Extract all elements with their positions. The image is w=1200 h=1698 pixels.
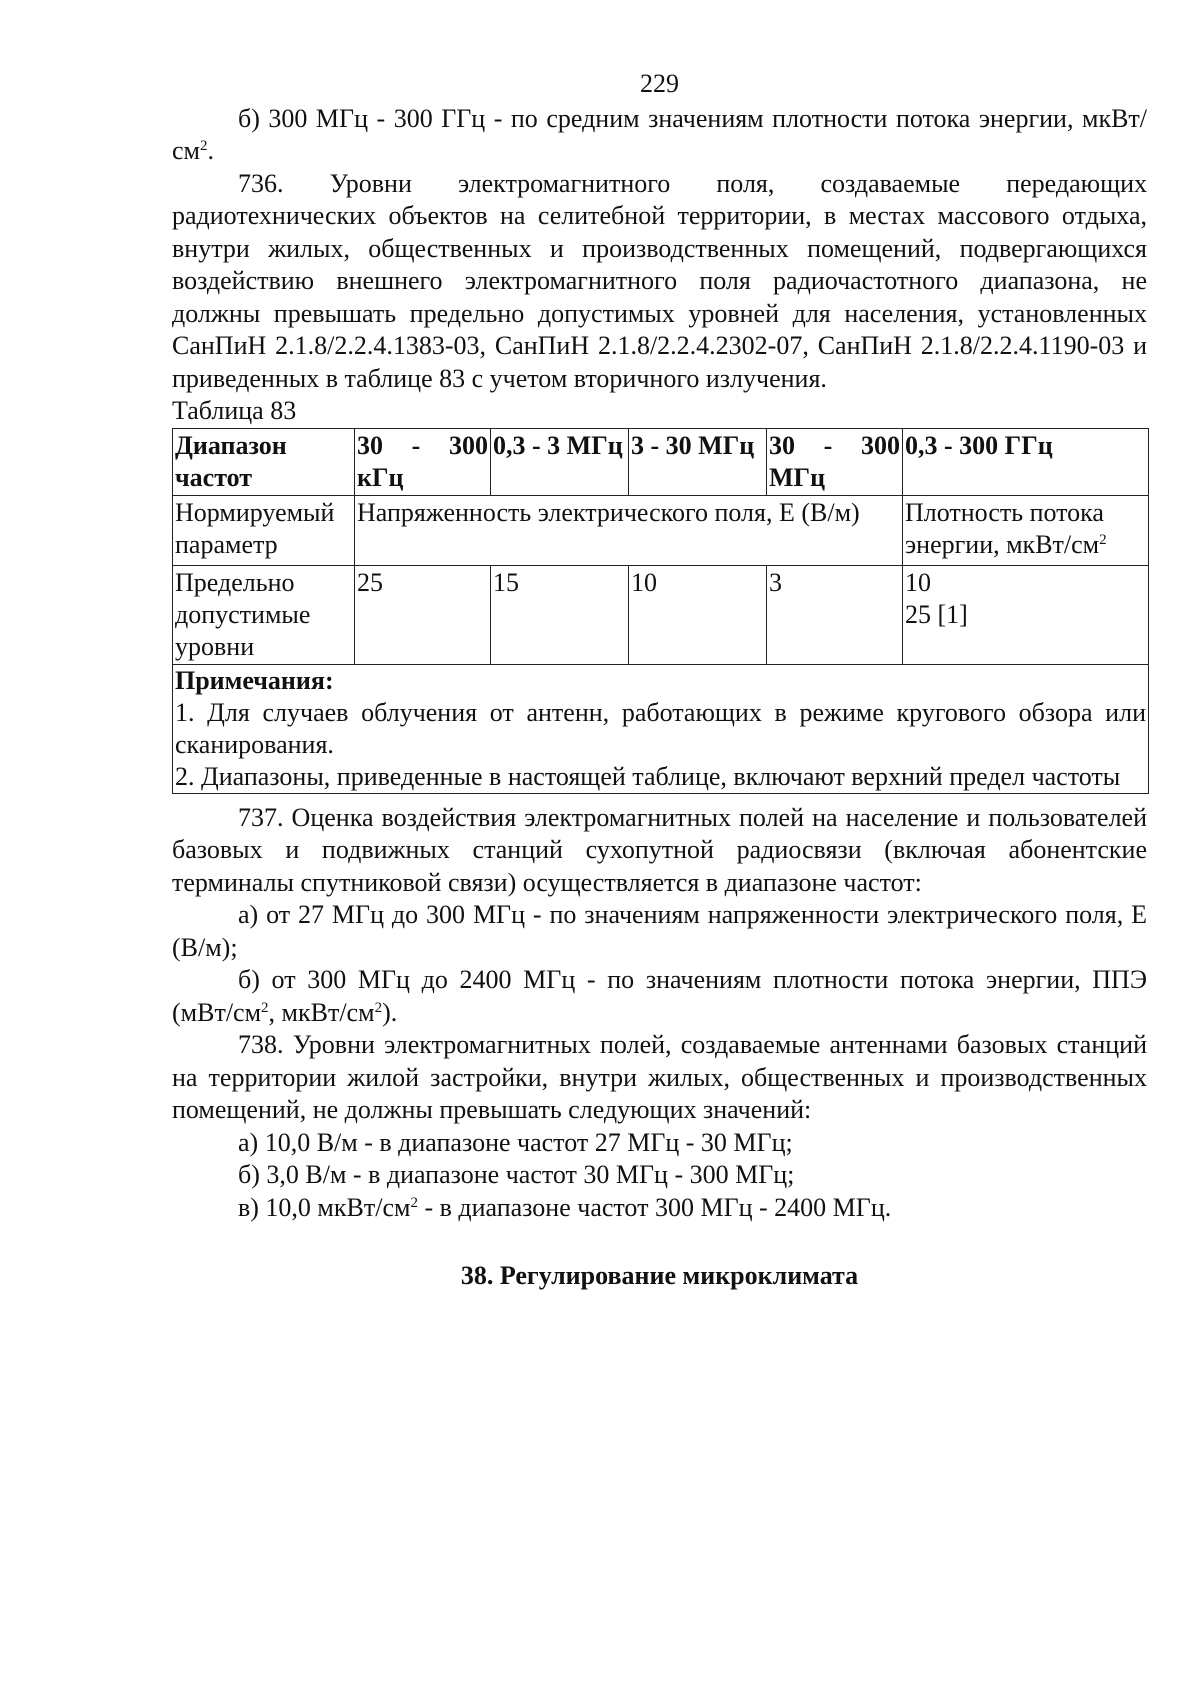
header-col-3-30-mhz: 3 - 30 МГц — [629, 428, 767, 495]
param-flux-density: Плотность потока энергии, мкВт/$см^2$ — [903, 495, 1149, 565]
limits-label: Предельно допустимые уровни — [173, 565, 355, 664]
paragraph-737: 737. Оценка воздействия электромагнитных полей на население и пользователей базовых и подвижных станций сухопутной радиосвязи (включая абонентские терминалы спутниковой связи) осуществляется в диапазоне частот: — [172, 802, 1147, 897]
note-1: 1. Для случаев облучения от антенн, работающих в режиме кругового обзора или сканирования. — [175, 697, 1146, 759]
table-notes — [173, 664, 1149, 793]
header-col-30-300-khz: 30 - 300 кГц — [355, 428, 491, 495]
header-col-0-3-300-ghz: 0,3 - 300 ГГц — [903, 428, 1149, 495]
page-content — [172, 68, 1147, 1293]
paragraph-b-300mhz: б) 300 МГц - 300 ГГц - по средним значениям плотности потока энергии, мкВт/$см^2$. — [172, 103, 1147, 165]
param-label: Нормируемый параметр — [173, 495, 355, 565]
paragraph-738-b: б) 3,0 В/м - в диапазоне частот 30 МГц - 300 МГц; — [238, 1160, 795, 1189]
table-caption: Таблица 83 — [172, 396, 297, 425]
header-col-0-3-3-mhz: 0,3 - 3 МГц — [491, 428, 629, 495]
limit-value: 3 — [767, 565, 903, 664]
header-col-30-300-mhz: 30 - 300 МГц — [767, 428, 903, 495]
paragraph-737-b: б) от 300 МГц до 2400 МГц - по значениям плотности потока энергии, ППЭ ($мВт/см^2$, мкВт/$см^2$). — [172, 965, 1147, 1027]
note-2: 2. Диапазоны, приведенные в настоящей таблице, включают верхний предел частоты — [175, 761, 1121, 791]
table-83 — [172, 428, 1149, 794]
header-frequency-range: Диапазон частот — [173, 428, 355, 495]
notes-title: Примечания: — [175, 665, 334, 695]
page-number: 229 — [640, 69, 679, 98]
limit-value: 25 — [355, 565, 491, 664]
param-e-field: Напряженность электрического поля, Е (В/м) — [355, 495, 903, 565]
table-notes-row — [173, 664, 1149, 793]
table-param-row — [173, 495, 1149, 565]
limit-value: 15 — [491, 565, 629, 664]
table-limits-row — [173, 565, 1149, 664]
paragraph-737-a: а) от 27 МГц до 300 МГц - по значениям напряженности электрического поля, Е (В/м); — [172, 900, 1147, 962]
paragraph-738: 738. Уровни электромагнитных полей, создаваемые антеннами базовых станций на территории жилой застройки, внутри жилых, общественных и производственных помещений, не должны превышать следующих значений: — [172, 1030, 1147, 1124]
section-heading: 38. Регулирование микроклимата — [460, 1261, 859, 1290]
paragraph-738-c: в) 10,0 мкВт/$см^2$ - в диапазоне частот 300 МГц - 2400 МГц. — [238, 1192, 892, 1222]
limit-value: 10 — [629, 565, 767, 664]
paragraph-738-a: а) 10,0 В/м - в диапазоне частот 27 МГц - 30 МГц; — [238, 1127, 793, 1157]
table-header-row — [173, 428, 1149, 495]
limit-value-ghz: 10 25 [1] — [903, 565, 1149, 664]
paragraph-736: 736. Уровни электромагнитного поля, создаваемые передающих радиотехнических объектов на селитебной территории, в местах массового отдыха, внутри жилых, общественных и производственных помещений, подвергающихся воздействию внешнего электромагнитного поля радиочастотного диапазона, не должны превышать предельно допустимых уровней для населения, установленных СанПиН 2.1.8/2.2.4.1383-03, СанПиН 2.1.8/2.2.4.2302-07, СанПиН 2.1.8/2.2.4.1190-03 и приведенных в таблице 83 с учетом вторичного излучения. — [172, 168, 1147, 393]
